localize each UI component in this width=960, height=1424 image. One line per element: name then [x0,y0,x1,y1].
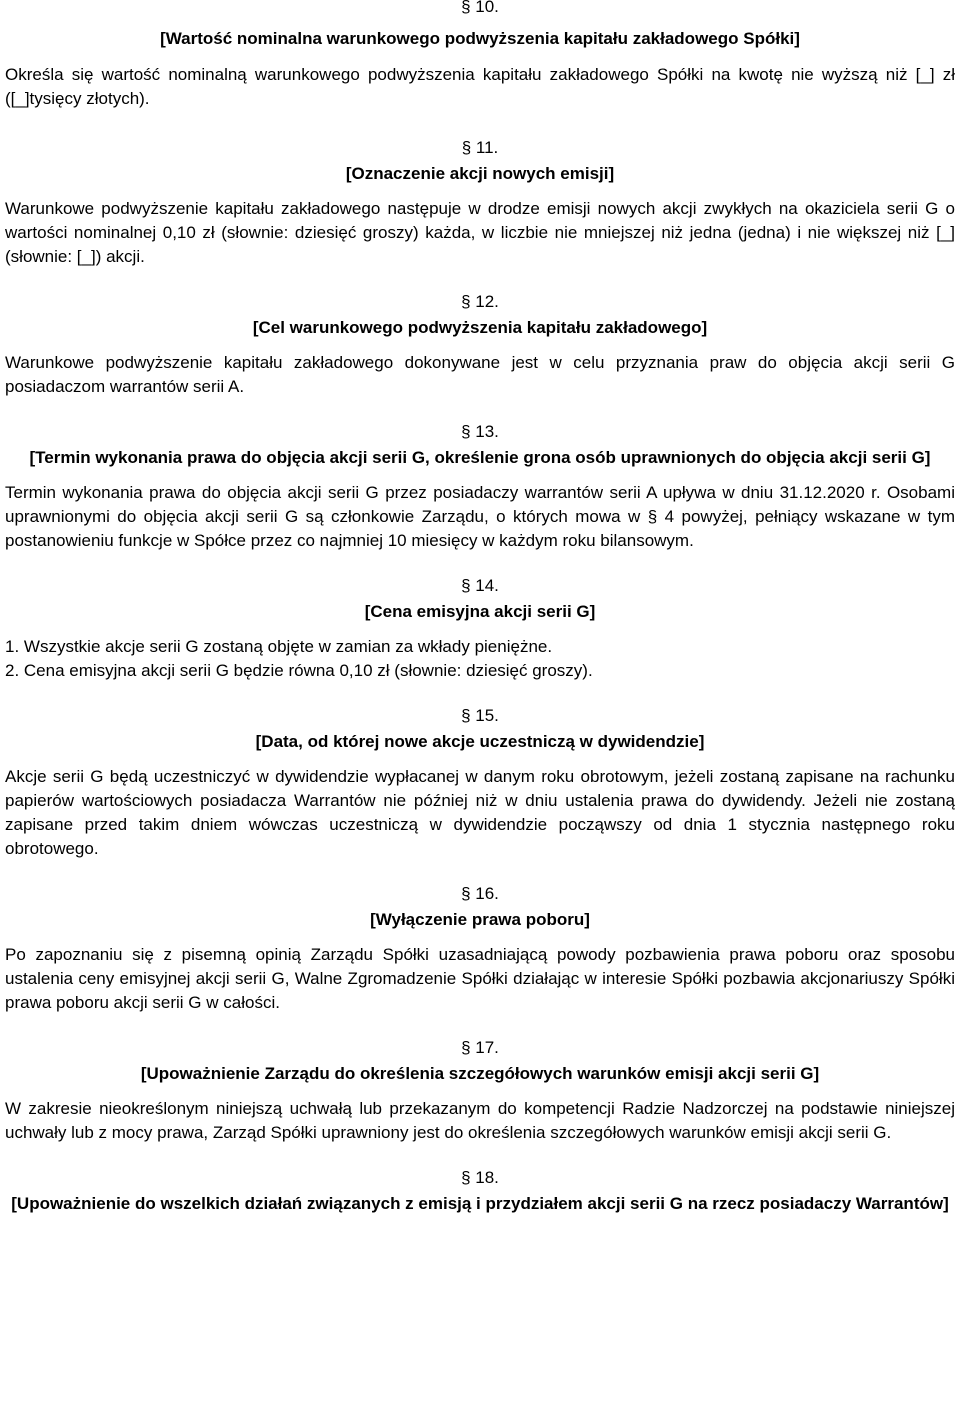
section-paragraph: Określa się wartość nominalną warunkowego podwyższenia kapitału zakładowego Spółki na kwotę nie wyższą niż [_] zł ([_]tysięcy złotych). [5,65,955,108]
section-11 [5,137,955,269]
section-12 [5,291,955,399]
section-title: [Cel warunkowego podwyższenia kapitału zakładowego] [252,318,708,337]
section-title: [Termin wykonania prawa do objęcia akcji serii G, określenie grona osób uprawnionych do objęcia akcji serii G] [29,448,931,467]
section-number: § 13. [461,422,499,441]
section-number: § 15. [461,706,499,725]
section-paragraph: Warunkowe podwyższenie kapitału zakładowego dokonywane jest w celu przyznania praw do objęcia akcji serii G posiadaczom warrantów serii A. [5,353,955,396]
section-17 [5,1037,955,1145]
section-paragraph: Warunkowe podwyższenie kapitału zakładowego następuje w drodze emisji nowych akcji zwykłych na okaziciela serii G o wartości nominalnej 0,10 zł (słownie: dziesięć groszy) każda, w liczbie nie mniejszej niż jedna (jedna) i nie większej niż [_] (słownie: [_]) akcji. [5,199,955,266]
section-18 [5,1167,955,1216]
section-title: [Data, od której nowe akcje uczestniczą w dywidendzie] [255,732,705,751]
section-16 [5,883,955,1015]
section-13 [5,421,955,553]
section-paragraph: Termin wykonania prawa do objęcia akcji serii G przez posiadaczy warrantów serii A upływa w dniu 31.12.2020 r. Osobami uprawnionymi do objęcia akcji serii G są członkowie Zarządu, o których mowa w § 4 powyżej, pełniący wskazane w tym postanowieniu funkcje w Spółce przez co najmniej 10 miesięcy w każdym roku bilansowym. [5,483,955,550]
section-number: § 17. [461,1038,499,1057]
section-14 [5,575,955,683]
section-paragraph: W zakresie nieokreślonym niniejszą uchwałą lub przekazanym do kompetencji Radzie Nadzorczej na podstawie niniejszej uchwały lub z mocy prawa, Zarząd Spółki uprawniony jest do określenia szczegółowych warunków emisji akcji serii G. [5,1099,955,1142]
section-title: [Wartość nominalna warunkowego podwyższenia kapitału zakładowego Spółki] [160,29,800,48]
section-title: [Wyłączenie prawa poboru] [370,910,590,929]
section-15 [5,705,955,861]
section-number: § 10. [461,0,499,16]
numbered-list [5,635,955,683]
section-title: [Upoważnienie Zarządu do określenia szczegółowych warunków emisji akcji serii G] [140,1064,820,1083]
section-paragraph: Po zapoznaniu się z pisemną opinią Zarządu Spółki uzasadniającą powody pozbawienia prawa poboru oraz sposobu ustalenia ceny emisyjnej akcji serii G, Walne Zgromadzenie Spółki działając w interesie Spółki pozbawia akcjonariuszy Spółki prawa poboru akcji serii G w całości. [5,945,955,1012]
section-number: § 16. [461,884,499,903]
list-item: 2. Cena emisyjna akcji serii G będzie równa 0,10 zł (słownie: dziesięć groszy). [5,661,593,680]
section-paragraph: Akcje serii G będą uczestniczyć w dywidendzie wypłacanej w danym roku obrotowym, jeżeli zostaną zapisane na rachunku papierów wartościowych posiadacza Warrantów nie później niż w dniu ustalenia prawa do dywidendy. Jeżeli nie zostaną zapisane przed takim dniem wówczas uczestniczą w dywidendzie począwszy od dnia 1 stycznia następnego roku obrotowego. [5,767,955,858]
section-number: § 14. [461,576,499,595]
section-10 [5,0,955,111]
section-number: § 18. [461,1168,499,1187]
section-title: [Cena emisyjna akcji serii G] [364,602,596,621]
section-number: § 12. [461,292,499,311]
section-number: § 11. [461,138,499,157]
section-title: [Upoważnienie do wszelkich działań związanych z emisją i przydziałem akcji serii G na rzecz posiadaczy Warrantów] [11,1194,949,1213]
list-item: 1. Wszystkie akcje serii G zostaną objęte w zamian za wkłady pieniężne. [5,637,553,656]
section-title: [Oznaczenie akcji nowych emisji] [345,164,615,183]
